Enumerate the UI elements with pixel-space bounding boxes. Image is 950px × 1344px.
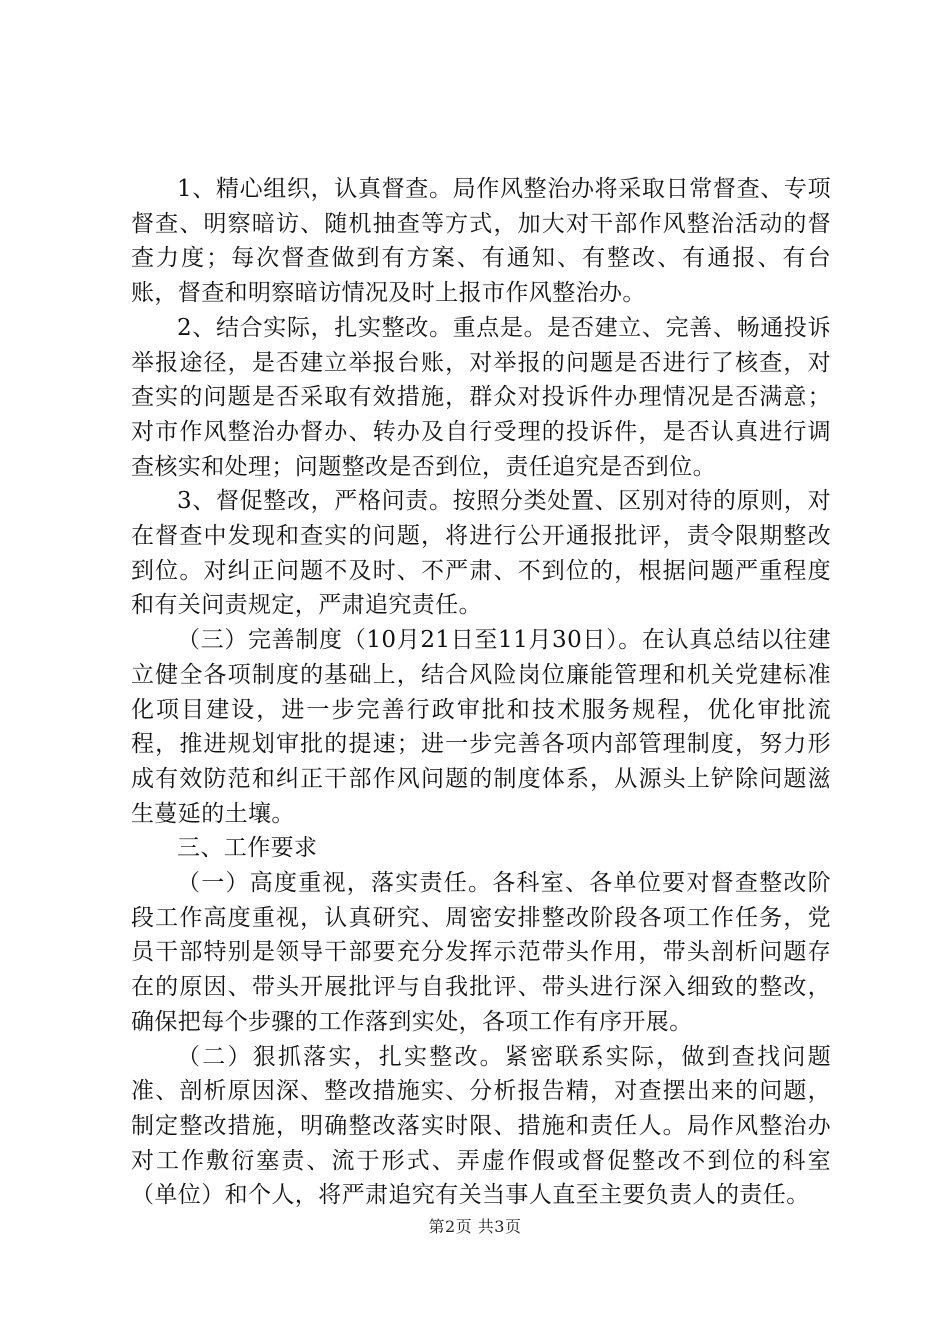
- section-heading-work-requirements: 三、工作要求: [177, 835, 318, 862]
- paragraph-improve-system: （三）完善制度（10月21日至11月30日）。在认真总结以往建立健全各项制度的基础上，结合风险岗位廉能管理和机关党建标准化项目建设，进一步完善行政审批和技术服务规程，优化审批流程，推进规划审批的提速；进一步完善各项内部管理制度，努力形成有效防范和纠正干部作风问题的制度体系，从源头上铲除问题滋生蔓延的土壤。: [131, 627, 831, 827]
- paragraph-accountability: 3、督促整改，严格问责。按照分类处置、区别对待的原则，对在督查中发现和查实的问题，将进行公开通报批评，责令限期整改到位。对纠正问题不及时、不严肃、不到位的，根据问题严重程度和有关问责规定，严肃追究责任。: [131, 488, 831, 619]
- paragraph-supervision: 1、精心组织，认真督查。局作风整治办将采取日常督查、专项督查、明察暗访、随机抽查等方式，加大对干部作风整治活动的督查力度；每次督查做到有方案、有通知、有整改、有通报、有台账，督查和明察暗访情况及时上报市作风整治办。: [131, 176, 831, 307]
- page-number-footer: 第2页 共3页: [428, 1217, 522, 1236]
- document-body: [131, 172, 831, 1213]
- paragraph-attach-importance: （一）高度重视，落实责任。各科室、各单位要对督查整改阶段工作高度重视，认真研究、周密安排整改阶段各项工作任务，党员干部特别是领导干部要充分发挥示范带头作用，带头剖析问题存在的原因、带头开展批评与自我批评、带头进行深入细致的整改，确保把每个步骤的工作落到实处，各项工作有序开展。: [131, 870, 831, 1035]
- paragraph-implementation: （二）狠抓落实，扎实整改。紧密联系实际，做到查找问题准、剖析原因深、整改措施实、分析报告精，对查摆出来的问题，制定整改措施，明确整改落实时限、措施和责任人。局作风整治办对工作敷衍塞责、流于形式、弄虚作假或督促整改不到位的科室（单位）和个人，将严肃追究有关当事人直至主要负责人的责任。: [131, 1043, 831, 1209]
- paragraph-rectification: 2、结合实际，扎实整改。重点是。是否建立、完善、畅通投诉举报途径，是否建立举报台账，对举报的问题是否进行了核查，对查实的问题是否采取有效措施，群众对投诉件办理情况是否满意；对市作风整治办督办、转办及自行受理的投诉件，是否认真进行调查核实和处理；问题整改是否到位，责任追究是否到位。: [131, 314, 831, 480]
